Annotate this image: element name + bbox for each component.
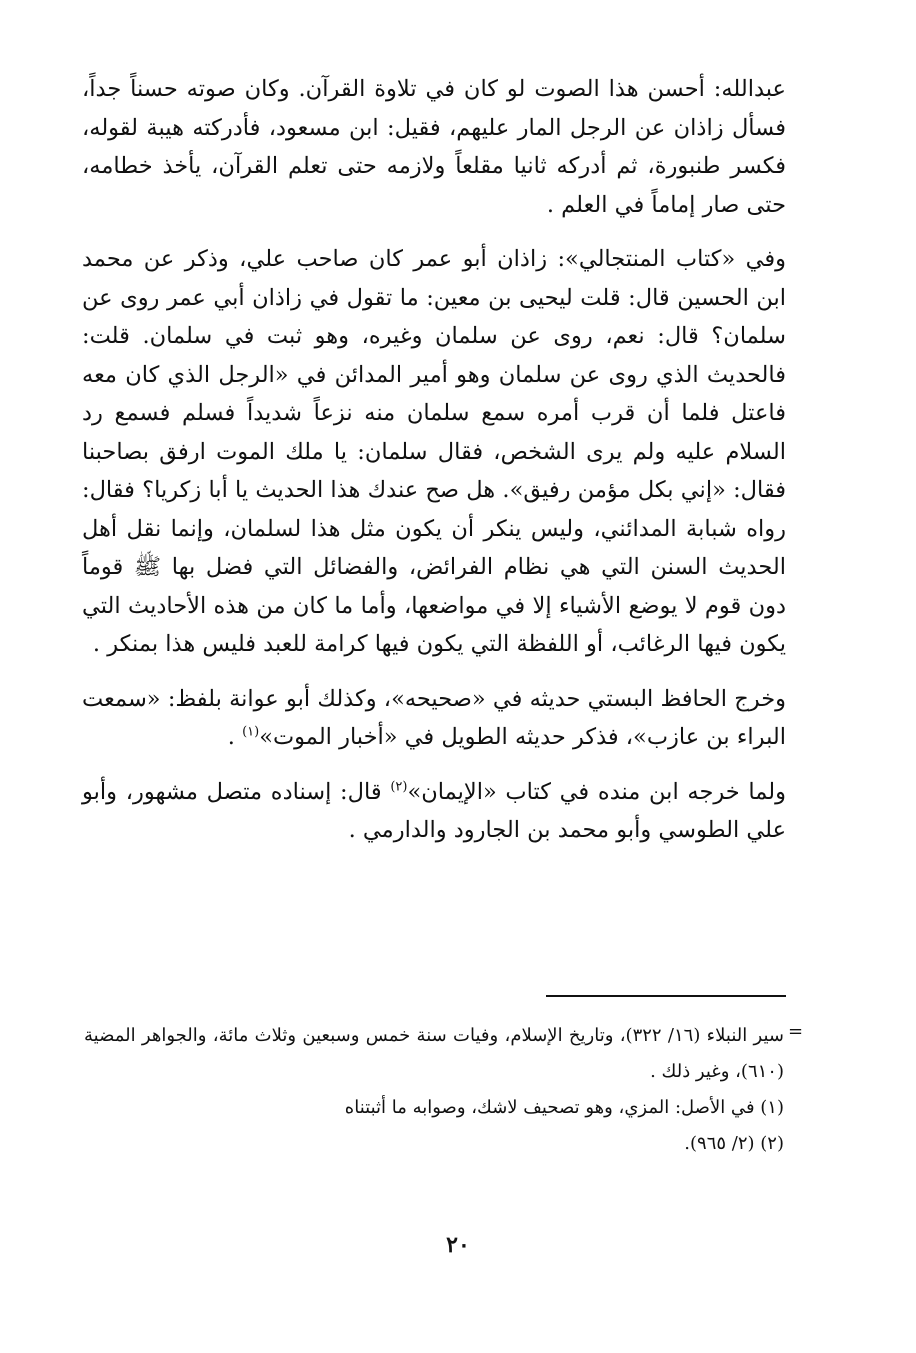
paragraph-2-text: وفي «كتاب المنتجالي»: زاذان أبو عمر كان صاحب علي، وذكر عن محمد ابن الحسين قال: قلت ليحيى بن معين: ما تقول في زاذان أبي عمر روى عن سلمان؟ قال: نعم، روى عن سلمان وغيره، وهو ثبت في سلمان. قلت: فالحديث الذي روى عن سلمان وهو أمير المدائن في «الرجل الذي كان معه فاعتل فلما أن قرب أمره سمع سلمان منه نزعاً شديداً فسلم فسمع رد السلام عليه ولم يرى الشخص، فقال سلمان: يا ملك الموت ارفق بصاحبنا فقال: «إني بكل مؤمن رفيق». هل صح عندك هذا الحديث يا أبا زكريا؟ فقال: رواه شبابة المدائني، وليس ينكر أن يكون مثل هذا لسلمان، وإنما نقل أهل الحديث السنن التي هي نظام الفرائض، والفضائل التي فضل بها ﷺ قوماً دون قوم لا يوضع الأشياء إلا في مواضعها، وأما ما كان من هذه الأحاديث التي يكون فيها الرغائب، أو اللفظة التي يكون فيها كرامة للعبد فليس هذا بمنكر . <box>82 246 786 657</box>
footnote-ref-1: (١) <box>242 724 260 740</box>
paragraph-3-tail: . <box>227 724 243 750</box>
paragraph-2 <box>82 240 786 664</box>
paragraph-1-text: عبدالله: أحسن هذا الصوت لو كان في تلاوة القرآن. وكان صوته حسناً جداً، فسأل زاذان عن الرجل المار عليهم، فقيل: ابن مسعود، فأدركته هيبة لقوله، فكسر طنبورة، ثم أدركه ثانيا مقلعاً ولازمه حتى تعلم القرآن، يأخذ خطامه، حتى صار إماماً في العلم . <box>82 76 786 218</box>
paragraph-4 <box>82 773 786 850</box>
paragraph-3 <box>82 680 786 757</box>
footnote-1: (١) في الأصل: المزي، وهو تصحيف لاشك، وصوابه ما أثبتناه <box>344 1097 784 1118</box>
body-text <box>82 70 786 866</box>
paragraph-4-tail: قال: إسناده متصل مشهور، وأبو علي الطوسي وأبو محمد بن الجارود والدارمي . <box>82 778 786 843</box>
paragraph-1 <box>82 70 786 224</box>
paragraph-3-text: وخرج الحافظ البستي حديثه في «صحيحه»، وكذلك أبو عوانة بلفظ: «سمعت البراء بن عازب»، فذكر حديثه الطويل في «أخبار الموت» <box>82 685 786 750</box>
footnote-2: (٢) (٢/ ٩٦٥). <box>684 1133 784 1154</box>
footnotes <box>84 1018 784 1162</box>
footnote-continuation: سير النبلاء (١٦/ ٣٢٢)، وتاريخ الإسلام، وفيات سنة خمس وسبعين وثلاث مائة، والجواهر المضية (٦١٠)، وغير ذلك . <box>84 1025 785 1082</box>
footnote-continuation-mark: = <box>788 1021 804 1042</box>
footnote-ref-2: (٢) <box>390 779 408 794</box>
page-number: ٢٠ <box>446 1232 470 1258</box>
footnote-separator <box>546 995 786 997</box>
paragraph-4-text: ولما خرجه ابن منده في كتاب «الإيمان» <box>407 778 787 805</box>
